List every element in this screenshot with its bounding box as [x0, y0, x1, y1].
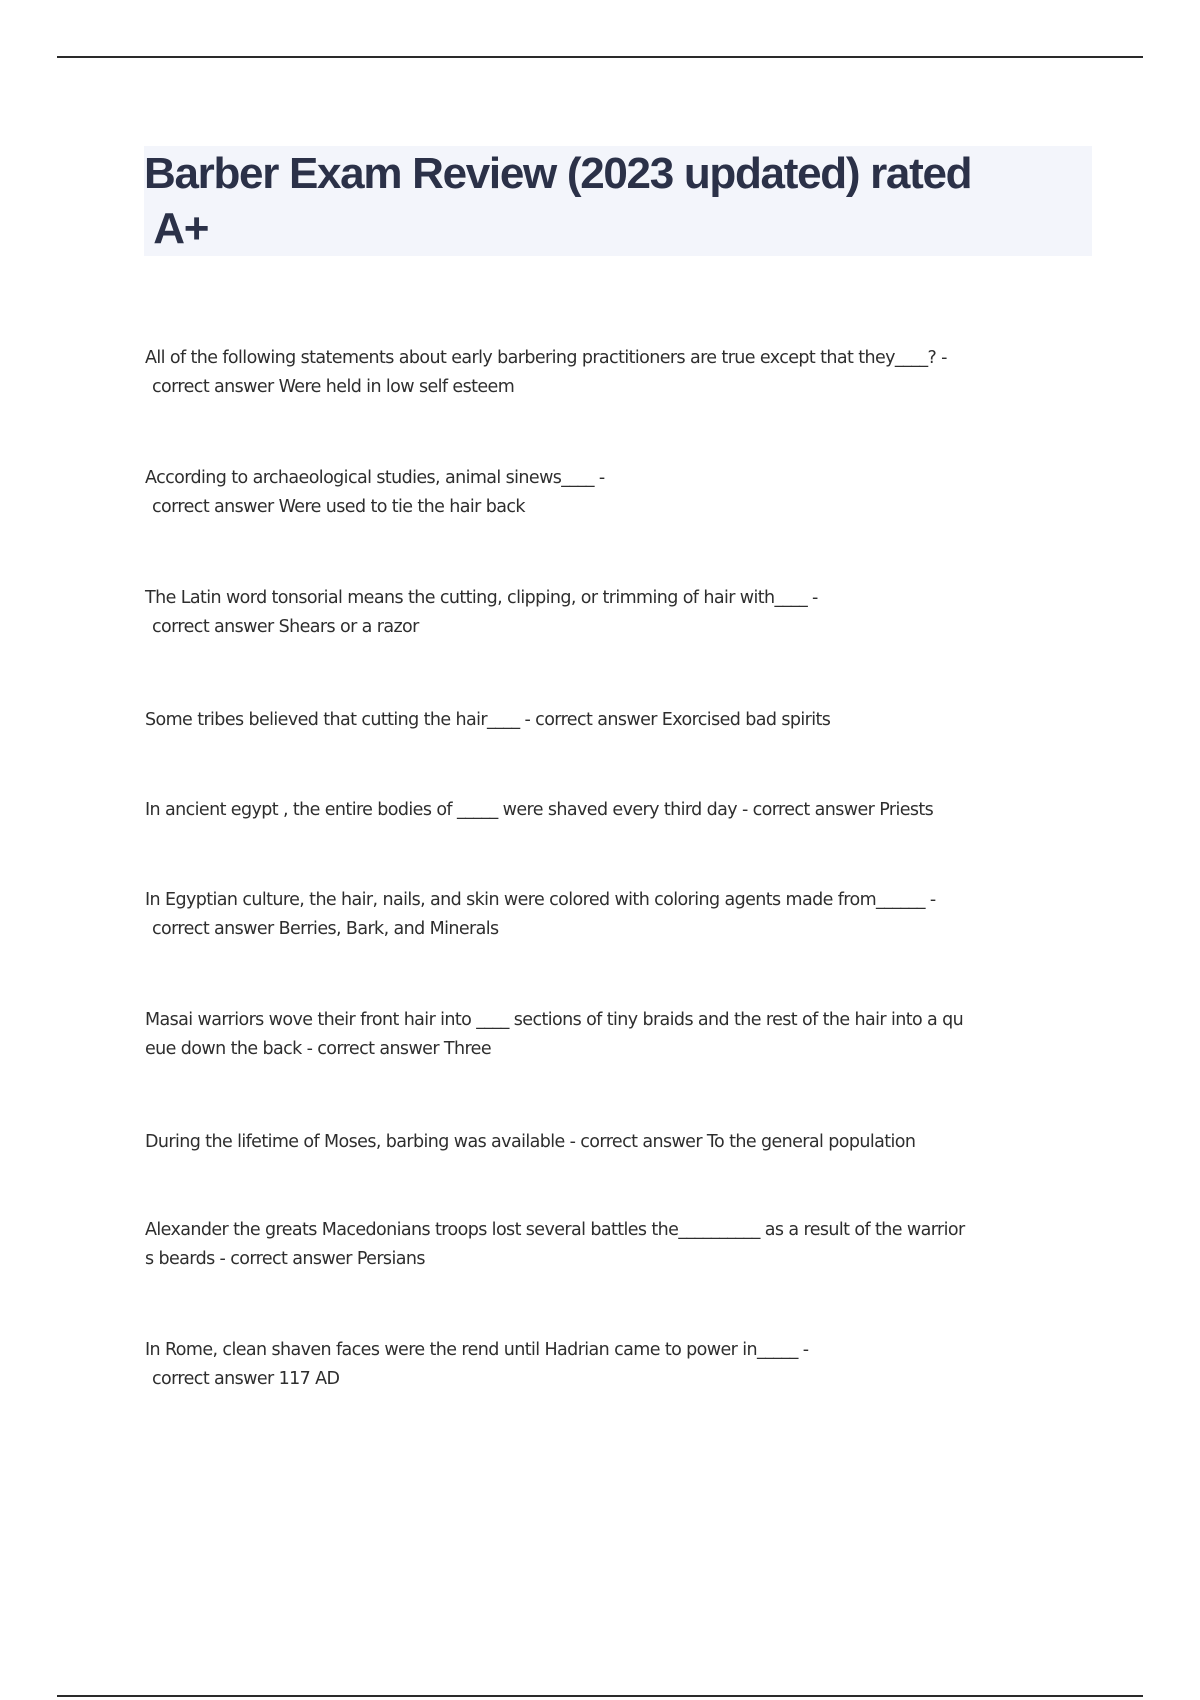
title-banner: [144, 146, 1092, 256]
answer-text: s beards - correct answer Persians: [145, 1249, 425, 1269]
question-text: Masai warriors wove their front hair into ____ sections of tiny braids and the rest of the hair into a qu: [145, 1010, 964, 1030]
answer-text: correct answer Shears or a razor: [152, 617, 419, 637]
qa-item: [145, 796, 1090, 825]
qa-item: [145, 584, 1090, 642]
qa-item: [145, 706, 1090, 735]
bottom-rule: [57, 1695, 1143, 1697]
question-text: Some tribes believed that cutting the hair____ - correct answer Exorcised bad spirits: [145, 710, 831, 730]
answer-text: correct answer Were held in low self esteem: [152, 377, 515, 397]
question-text: According to archaeological studies, animal sinews____ -: [145, 468, 605, 488]
title-line-2: A+: [144, 204, 209, 253]
answer-text: correct answer 117 AD: [152, 1369, 340, 1389]
qa-item: [145, 886, 1090, 944]
qa-item: [145, 464, 1090, 522]
question-text: The Latin word tonsorial means the cutting, clipping, or trimming of hair with____ -: [145, 588, 818, 608]
qa-item: [145, 1128, 1090, 1157]
qa-item: [145, 1336, 1090, 1394]
answer-text: correct answer Were used to tie the hair back: [152, 497, 525, 517]
top-rule: [57, 56, 1143, 58]
qa-item: [145, 1006, 1090, 1064]
question-text: In Egyptian culture, the hair, nails, and skin were colored with coloring agents made from______ -: [145, 890, 936, 910]
qa-item: [145, 344, 1090, 402]
question-text: In Rome, clean shaven faces were the rend until Hadrian came to power in_____ -: [145, 1340, 809, 1360]
answer-text: correct answer Berries, Bark, and Minerals: [152, 919, 499, 939]
qa-item: [145, 1216, 1090, 1274]
question-text: In ancient egypt , the entire bodies of _____ were shaved every third day - correct answer Priests: [145, 800, 934, 820]
question-text: Alexander the greats Macedonians troops lost several battles the__________ as a result of the warrior: [145, 1220, 965, 1240]
question-text: All of the following statements about early barbering practitioners are true except that they____? -: [145, 348, 947, 368]
question-text: During the lifetime of Moses, barbing was available - correct answer To the general population: [145, 1132, 916, 1152]
title-line-1: Barber Exam Review (2023 updated) rated: [144, 149, 972, 198]
answer-text: eue down the back - correct answer Three: [145, 1039, 492, 1059]
document-title: [144, 146, 1084, 256]
